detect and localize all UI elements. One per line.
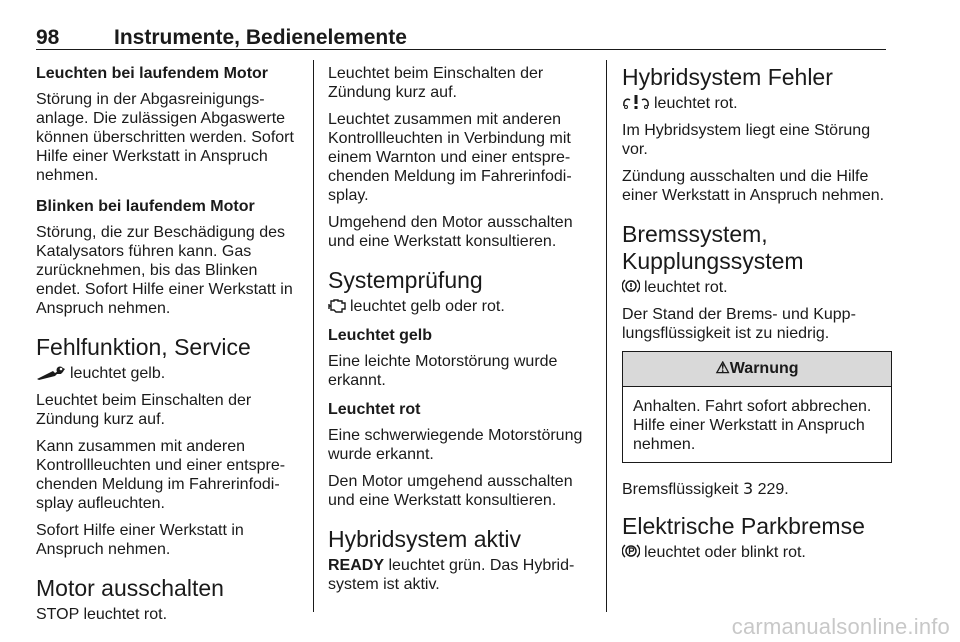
fault-text-1: Im Hybridsystem liegt eine Störung vor. — [622, 122, 871, 158]
column-3 — [622, 64, 892, 570]
park-lamp-line — [622, 543, 892, 562]
brake-text: Der Stand der Brems- und Kupp-lungsflüssigkeit ist zu niedrig. — [622, 306, 856, 342]
warning-header — [623, 352, 891, 387]
heading-check: Systemprüfung — [328, 267, 483, 293]
heading-brake-1: Bremssystem, — [622, 221, 768, 247]
warning-icon: ⚠ — [715, 360, 730, 377]
hybrid-fault-icon — [622, 94, 650, 110]
text-flash: Leuchtet beim Einschalten der Zündung kurz auf. — [328, 65, 544, 101]
text-red-2: Den Motor umgehend ausschalten und eine Werkstatt konsultieren. — [328, 473, 573, 509]
fluid-page-link[interactable]: 229. — [757, 481, 789, 498]
ready-line — [328, 556, 590, 594]
stop-lamp-text: leuchtet rot. — [83, 606, 168, 623]
service-lamp-text: leuchtet gelb. — [70, 365, 166, 382]
warning-text: Anhalten. Fahrt sofort abbrechen. Hilfe einer Werkstatt in Anspruch nehmen. — [633, 398, 872, 453]
wrench-icon — [36, 366, 66, 380]
service-text-1: Leuchtet beim Einschalten der Zündung kurz auf. — [36, 392, 252, 428]
check-lamp-line — [328, 297, 590, 316]
heading-park: Elektrische Parkbremse — [622, 513, 865, 539]
text-blinking: Störung, die zur Beschädigung des Katalysators führen kann. Gas zurücknehmen, bis das Blinken endet. Sofort Hilfe einer Werkstatt in Anspruch nehmen. — [36, 224, 293, 317]
column-1 — [36, 64, 302, 632]
fluid-label: Bremsflüssigkeit — [622, 481, 739, 498]
column-divider-1 — [313, 60, 314, 612]
page-title: Instrumente, Bedienelemente — [114, 26, 407, 49]
column-2 — [328, 64, 590, 602]
page-number: 98 — [36, 26, 60, 49]
brake-system-icon — [622, 278, 640, 294]
heading-yellow: Leuchtet gelb — [328, 327, 433, 344]
watermark: carmanualsonline.info — [731, 614, 950, 639]
service-text-2: Kann zusammen mit anderen Kontrollleuchten und einer entspre-chenden Meldung im Fahrerinfodi-splay aufleuchten. — [36, 438, 286, 512]
warning-box — [622, 351, 892, 463]
heading-blinking: Blinken bei laufendem Motor — [36, 198, 255, 215]
heading-brake-2: Kupplungssystem — [622, 248, 804, 274]
text-yellow: Eine leichte Motorstörung wurde erkannt. — [328, 353, 558, 389]
heading-running: Leuchten bei laufendem Motor — [36, 65, 269, 82]
header-rule — [36, 49, 886, 50]
heading-service: Fehlfunktion, Service — [36, 334, 251, 360]
text-red-1: Eine schwerwiegende Motorstörung wurde erkannt. — [328, 427, 583, 463]
parking-brake-icon — [622, 543, 640, 559]
ready-text: leuchtet grün. Das Hybrid-system ist aktiv. — [328, 557, 575, 593]
park-lamp-text: leuchtet oder blinkt rot. — [644, 544, 806, 561]
text-stop-now: Umgehend den Motor ausschalten und eine Werkstatt konsultieren. — [328, 214, 573, 250]
stop-indicator: STOP — [36, 606, 79, 623]
engine-check-icon — [328, 299, 346, 313]
service-lamp-line — [36, 364, 302, 383]
heading-red: Leuchtet rot — [328, 401, 421, 418]
brake-lamp-text: leuchtet rot. — [644, 279, 728, 296]
fault-lamp-line — [622, 94, 892, 113]
service-text-3: Sofort Hilfe einer Werkstatt in Anspruch nehmen. — [36, 522, 244, 558]
column-divider-2 — [606, 60, 607, 612]
warning-body — [623, 387, 891, 462]
heading-stop: Motor ausschalten — [36, 575, 224, 601]
brake-lamp-line — [622, 278, 892, 297]
fluid-reference — [622, 479, 892, 499]
stop-lamp-line — [36, 605, 302, 624]
fault-text-2: Zündung ausschalten und die Hilfe einer Werkstatt in Anspruch nehmen. — [622, 168, 885, 204]
text-running: Störung in der Abgasreinigungs-anlage. Die zulässigen Abgaswerte können überschritten werden. Sofort Hilfe einer Werkstatt in Anspruch nehmen. — [36, 91, 294, 184]
heading-fault: Hybridsystem Fehler — [622, 64, 833, 90]
ready-indicator: READY — [328, 557, 385, 574]
fault-lamp-text: leuchtet rot. — [654, 95, 738, 112]
heading-hybrid: Hybridsystem aktiv — [328, 526, 521, 552]
check-lamp-text: leuchtet gelb oder rot. — [350, 298, 505, 315]
reference-arrow-icon: 3 — [742, 479, 754, 498]
warning-title: Warnung — [729, 360, 799, 377]
text-with-others: Leuchtet zusammen mit anderen Kontrollleuchten in Verbindung mit einem Warnton und einer entspre-chenden Meldung im Fahrerinfodi-splay. — [328, 111, 572, 204]
